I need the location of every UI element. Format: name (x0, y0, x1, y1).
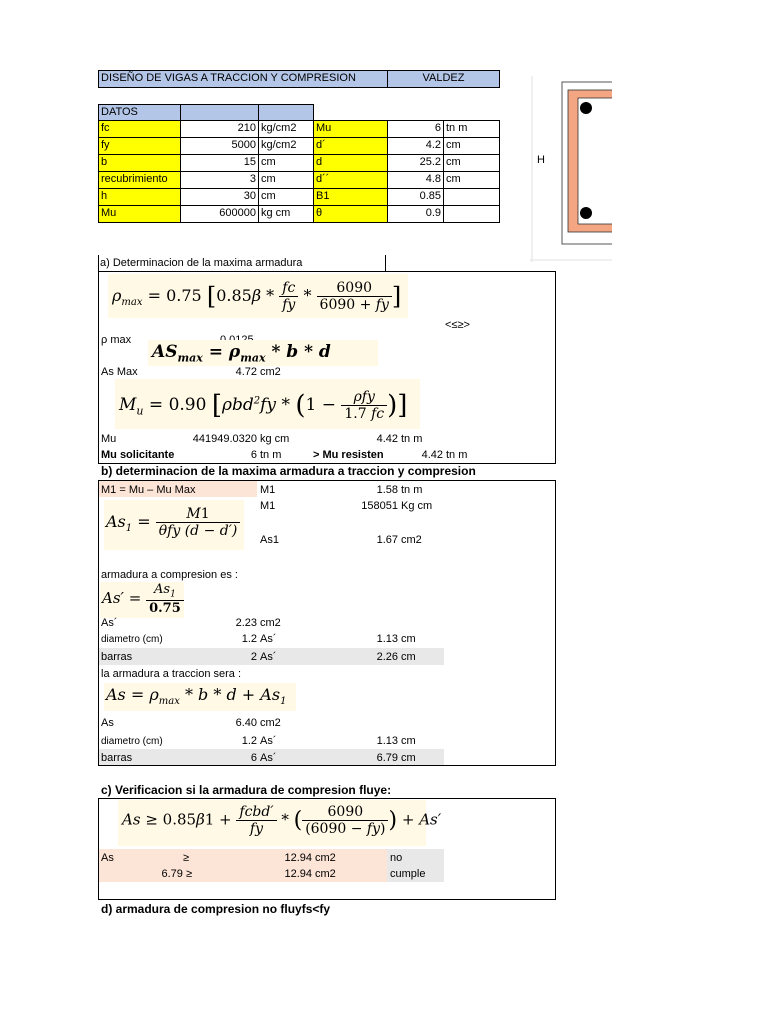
as-prime-label: As´ (101, 617, 118, 629)
m1-value: 1.58 (376, 484, 398, 496)
param-unit: cm (443, 137, 500, 155)
beam-section-diagram (530, 76, 612, 262)
barras-label: barras (101, 651, 133, 663)
mu-resisten-unit: tn m (446, 449, 468, 461)
formula-as-prime: As′ = $\frac{As_1}{0.75}$ (100, 582, 184, 618)
sheet-title: DISEÑO DE VIGAS A TRACCION Y COMPRESION (98, 70, 388, 88)
formula-as1: $As_1$ = $\frac{M1}{\text{θfy (d − d′)}}$ (104, 500, 244, 550)
param-value: 15 (180, 154, 259, 172)
param-name: b (98, 154, 181, 172)
param-name: d´ (313, 137, 388, 155)
diametro2-as-label: As´ (260, 735, 277, 747)
param-value: 6 (387, 120, 444, 138)
barras2-value: 6 (250, 752, 257, 764)
diametro2-as-value: 1.13 (376, 735, 398, 747)
diametro2-label: diametro (cm) (101, 736, 163, 747)
as-max-value: 4.72 (235, 366, 257, 378)
verification-value1: 12.94 (284, 852, 312, 864)
diametro-value: 1.2 (241, 633, 257, 645)
mu-tn-unit: tn m (401, 433, 423, 445)
verification-unit1: cm2 (315, 852, 336, 864)
mu-resisten-value: 4.42 (421, 449, 443, 461)
as-unit: cm2 (260, 717, 281, 729)
m1b-unit: Kg cm (401, 500, 433, 512)
mu-value: 441949.0320 (192, 433, 257, 445)
diametro-as-label: As´ (260, 633, 277, 645)
m1-label: M1 (260, 484, 276, 496)
param-name: B1 (313, 188, 388, 206)
mu-label: Mu (101, 433, 117, 445)
barras-as-value: 2.26 (376, 651, 398, 663)
param-unit (443, 205, 500, 223)
verification-symbol: ≥ (183, 852, 190, 864)
section-d-title-condition: fs<fy (301, 902, 331, 916)
datos-blank-1 (180, 104, 259, 121)
barras2-label: barras (101, 752, 133, 764)
m1-unit: tn m (401, 484, 423, 496)
section-a-title: a) Determinacion de la maxima armadura (100, 257, 303, 269)
diametro2-value: 1.2 (241, 735, 257, 747)
param-value: 4.8 (387, 171, 444, 189)
param-name: θ (313, 205, 388, 223)
verification-row2-label: 6.79 ≥ (161, 868, 192, 880)
formula-mu: $M_u = 0.90$ [ρbd$^2$fy * (1 − $\frac{\text{ρfy}}{1.7 fc}$ )] (115, 379, 420, 429)
as-value: 6.40 (235, 717, 257, 729)
param-name: d (313, 154, 388, 172)
as1-unit: cm2 (401, 534, 422, 546)
section-d-title (101, 902, 330, 916)
diametro-as-value: 1.13 (376, 633, 398, 645)
datos-blank-2 (258, 104, 314, 121)
formula-rho-max: $\rho_{max} = 0.75$ [0.85β * $\frac{fc}{fy}$ * $\frac{6090}{6090 + fy}$ ] (108, 274, 408, 318)
param-value: 3 (180, 171, 259, 189)
param-unit: kg/cm2 (258, 120, 314, 138)
traccion-text: la armadura a traccion sera : (101, 668, 242, 680)
param-name: recubrimiento (98, 171, 181, 189)
param-unit: cm (258, 154, 314, 172)
section-c-title: c) Verificacion si la armadura de compresion fluye: (101, 783, 392, 797)
formula-as: $As = \rho_{max} * b * d + As_1$ (104, 683, 296, 711)
as-max-label: As Max (101, 366, 138, 378)
param-unit: cm (258, 188, 314, 206)
param-unit: kg/cm2 (258, 137, 314, 155)
barras2-as-value: 6.79 (376, 752, 398, 764)
param-value: 30 (180, 188, 259, 206)
mu-solicitante-unit: tn m (260, 449, 282, 461)
compresion-text: armadura a compresion es : (101, 569, 238, 581)
param-name: Mu (313, 120, 388, 138)
param-value: 210 (180, 120, 259, 138)
section-d-title-main: d) armadura de compresion no fluy (101, 902, 302, 916)
param-value: 0.85 (387, 188, 444, 206)
mu-solicitante-value: 6 (250, 449, 257, 461)
barras2-as-label: As´ (260, 752, 277, 764)
param-unit: cm (443, 154, 500, 172)
mu-unit: kg cm (260, 433, 290, 445)
datos-label: DATOS (98, 104, 181, 121)
as-max-unit: cm2 (260, 366, 281, 378)
param-name: h (98, 188, 181, 206)
m1b-value: 158051 (361, 500, 398, 512)
mu-tn-value: 4.42 (376, 433, 398, 445)
param-name: d´´ (313, 171, 388, 189)
param-name: fc (98, 120, 181, 138)
verification-value2: 12.94 (284, 868, 312, 880)
param-value: 600000 (180, 205, 259, 223)
param-value: 5000 (180, 137, 259, 155)
param-unit: tn m (443, 120, 500, 138)
as-prime-value: 2.23 (235, 617, 257, 629)
param-value: 25.2 (387, 154, 444, 172)
param-unit: cm (258, 171, 314, 189)
h-dimension-label: H (537, 154, 545, 166)
as1-value: 1.67 (376, 534, 398, 546)
param-value: 0.9 (387, 205, 444, 223)
param-unit: cm (443, 171, 500, 189)
mu-resisten-label: > Mu resisten (313, 449, 384, 461)
barras-value: 2 (250, 651, 257, 663)
author-name: VALDEZ (422, 72, 465, 84)
barras-as-label: As´ (260, 651, 277, 663)
barras2-as-unit: cm (401, 752, 416, 764)
rho-max-label: ρ max (101, 334, 132, 346)
param-name: fy (98, 137, 181, 155)
param-unit (443, 188, 500, 206)
diametro-as-unit: cm (401, 633, 416, 645)
symbol-text: <≤≥> (445, 319, 470, 331)
m1b-label: M1 (260, 500, 276, 512)
section-b-title: b) determinacion de la maxima armadura a traccion y compresion (101, 464, 476, 478)
as-prime-unit: cm2 (260, 617, 281, 629)
verification-unit2: cm2 (315, 868, 336, 880)
mu-solicitante-label: Mu solicitante (101, 449, 175, 461)
verification-result2: cumple (390, 868, 426, 880)
param-name: Mu (98, 205, 181, 223)
barras-as-unit: cm (401, 651, 416, 663)
verification-row1-bg (99, 849, 387, 865)
m1-formula: M1 = Mu – Mu Max (101, 484, 196, 496)
diametro-label: diametro (cm) (101, 634, 163, 645)
formula-as-max: $AS_{max} = \rho_{max} * b * d$ (148, 340, 378, 366)
author-cell (387, 70, 500, 88)
param-unit: kg cm (258, 205, 314, 223)
as-label: As (101, 717, 114, 729)
verification-result1: no (390, 852, 403, 864)
diametro2-as-unit: cm (401, 735, 416, 747)
formula-verification: As ≥ 0.85β1 + $\frac{\text{fcbd′}}{fy}$ * ( $\frac{6090}{(6090 - fy)}$ ) + As′ (118, 800, 426, 846)
as1-label: As1 (260, 534, 279, 546)
param-value: 4.2 (387, 137, 444, 155)
verification-as-label: As (101, 852, 114, 864)
